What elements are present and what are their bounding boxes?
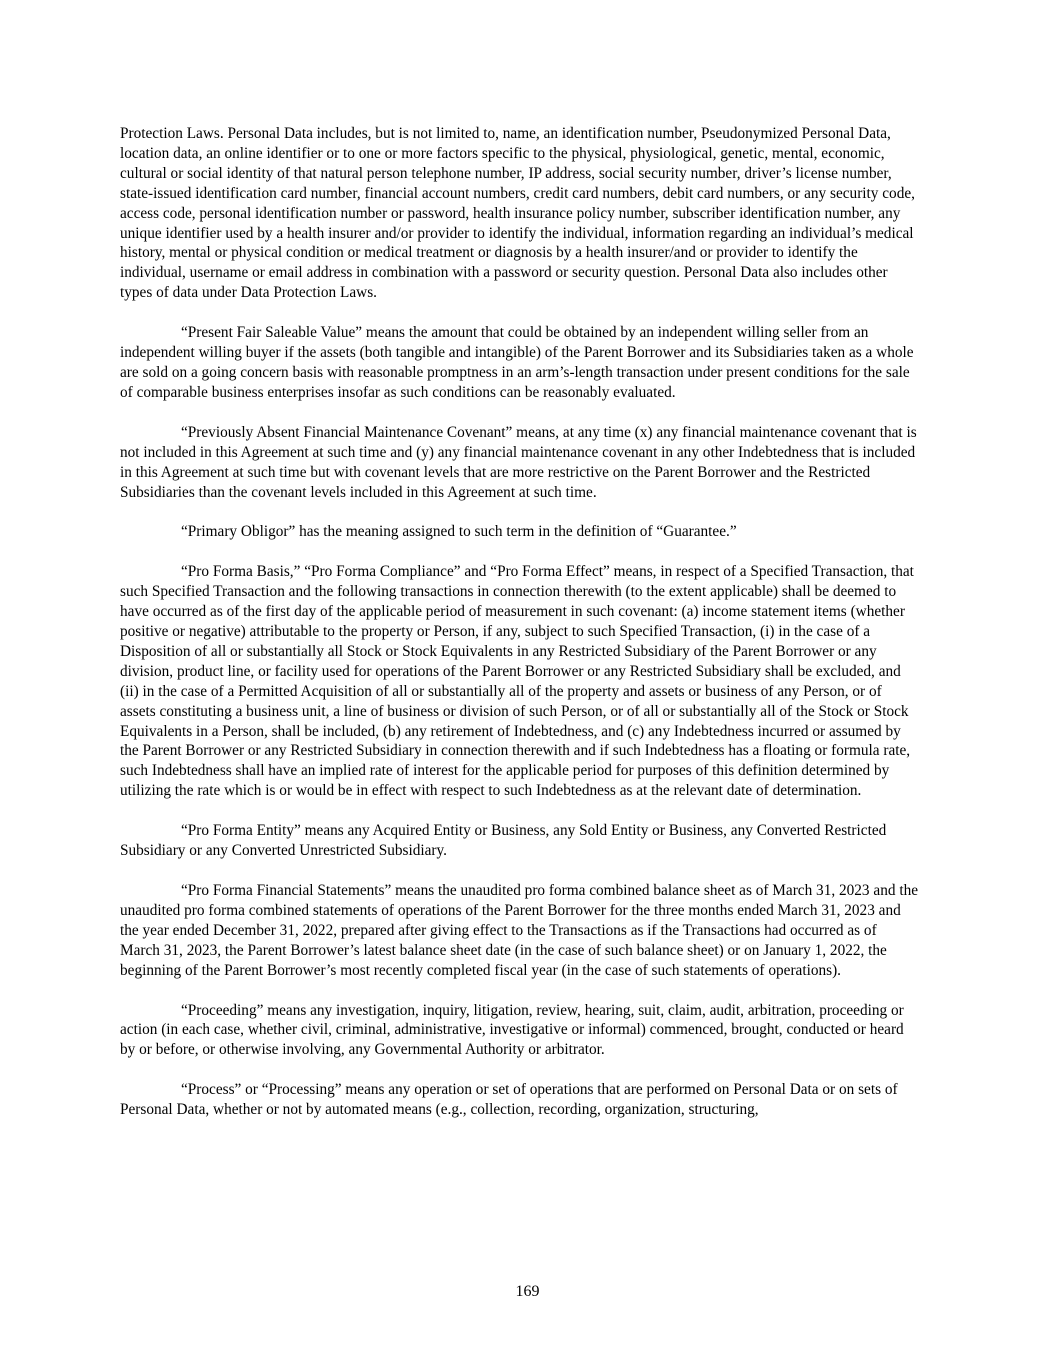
paragraph-pro-forma-entity: “Pro Forma Entity” means any Acquired Entity or Business, any Sold Entity or Business, any Converted Restricted Subsidiary or any Converted Unrestricted Subsidiary. [120, 822, 887, 860]
paragraph-process: “Process” or “Processing” means any operation or set of operations that are performed on Personal Data or on sets of Personal Data, whether or not by automated means (e.g., collection, recording, organization, structuring, [120, 1081, 898, 1119]
paragraph-proceeding: “Proceeding” means any investigation, inquiry, litigation, review, hearing, suit, claim, audit, arbitration, proceeding or action (in each case, whether civil, criminal, administrative, investigative or informal) commenced, brought, conducted or heard by or before, or otherwise involving, any Governmental Authority or arbitrator. [120, 1001, 904, 1059]
paragraph-pro-forma-basis: “Pro Forma Basis,” “Pro Forma Compliance” and “Pro Forma Effect” means, in respect of a Specified Transaction, that such Specified Transaction and the following transactions in connection therewith (to the extent applicable) shall be deemed to have occurred as of the first day of the applicable period of measurement in such covenant: (a) income statement items (whether positive or negative) attributable to the property or Person, if any, subject to such Specified Transaction, (i) in the case of a Disposition of all or substantially all Stock or Stock Equivalents in any Restricted Subsidiary of the Parent Borrower or any division, product line, or facility used for operations of the Parent Borrower or any Restricted Subsidiary shall be excluded, and (ii) in the case of a Permitted Acquisition of all or substantially all of the property and assets or business of any Person, or of assets constituting a business unit, a line of business or division of such Person, or of all or substantially all of the Stock or Stock Equivalents in a Person, shall be included, (b) any retirement of Indebtedness, and (c) any Indebtedness incurred or assumed by the Parent Borrower or any Restricted Subsidiary in connection therewith and if such Indebtedness has a floating or formula rate, such Indebtedness shall have an implied rate of interest for the applicable period for purposes of this definition determined by utilizing the rate which is or would be in effect with respect to such Indebtedness as at the relevant date of determination. [120, 563, 914, 800]
document-body [120, 124, 920, 1140]
paragraph-present-fair-saleable-value: “Present Fair Saleable Value” means the amount that could be obtained by an independent willing seller from an independent willing buyer if the assets (both tangible and intangible) of the Parent Borrower and its Subsidiaries taken as a whole are sold on a going concern basis with reasonable promptness in an arm’s-length transaction under present conditions for the sale of comparable business enterprises insofar as such conditions can be reasonably evaluated. [120, 324, 914, 401]
paragraph-primary-obligor: “Primary Obligor” has the meaning assigned to such term in the definition of “Guarantee.” [181, 523, 737, 541]
page-number: 169 [515, 1283, 540, 1300]
paragraph-pro-forma-financial-statements: “Pro Forma Financial Statements” means the unaudited pro forma combined balance sheet as of March 31, 2023 and the unaudited pro forma combined statements of operations of the Parent Borrower for the three months ended March 31, 2023 and the year ended December 31, 2022, prepared after giving effect to the Transactions as if the Transactions had occurred as of March 31, 2023, the Parent Borrower’s latest balance sheet date (in the case of such balance sheet) or on January 1, 2022, the beginning of the Parent Borrower’s most recently completed fiscal year (in the case of such statements of operations). [120, 882, 919, 979]
paragraph-personal-data-continued: Protection Laws. Personal Data includes, but is not limited to, name, an identification number, Pseudonymized Personal Data, location data, an online identifier or to one or more factors specific to the physical, physiological, genetic, mental, economic, cultural or social identity of that natural person telephone number, IP address, social security number, driver’s license number, state-issued identification card number, financial account numbers, credit card numbers, debit card numbers, or any security code, access code, personal identification number or password, health insurance policy number, subscriber identification number, any unique identifier used by a health insurer and/or provider to identify the individual, information regarding an individual’s medical history, mental or physical condition or medical treatment or diagnosis by a health insurer/and or provider to identify the individual, username or email address in combination with a password or security question. Personal Data also includes other types of data under Data Protection Laws. [120, 125, 915, 302]
paragraph-previously-absent-covenant: “Previously Absent Financial Maintenance Covenant” means, at any time (x) any financial maintenance covenant that is not included in this Agreement at such time and (y) any financial maintenance covenant in any other Indebtedness that is included in this Agreement at such time but with covenant levels that are more restrictive on the Parent Borrower and the Restricted Subsidiaries than the covenant levels included in this Agreement at such time. [120, 423, 917, 501]
